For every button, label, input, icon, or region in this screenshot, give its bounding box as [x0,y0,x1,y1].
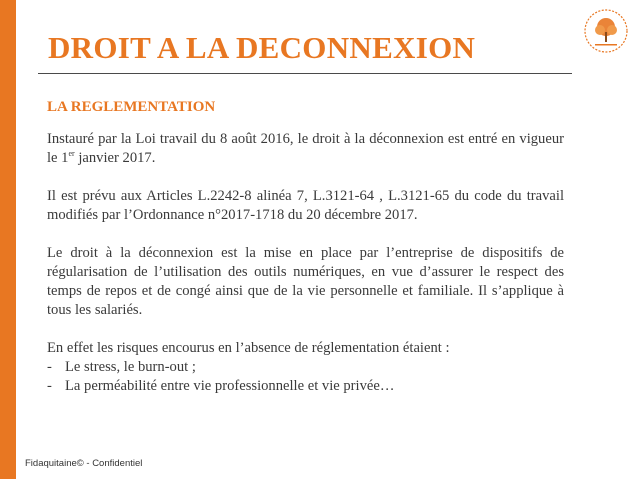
paragraph-loi-travail-start: Instauré par la Loi travail du 8 août 2016, le droit à la déconnexion est entré en vigueur le 1 [47,131,564,166]
section-heading: LA REGLEMENTATION [47,99,216,115]
ordinal-superscript: er [68,149,75,159]
list-item [47,377,564,396]
list-item-text: La perméabilité entre vie professionnelle et vie privée… [65,378,395,394]
footer-confidential: Fidaquitaine© - Confidentiel [25,458,143,469]
slide-content [47,98,564,396]
tree-logo-icon [583,8,629,54]
paragraph-definition: Le droit à la déconnexion est la mise en place par l’entreprise de dispositifs de régularisation de l’utilisation des outils numériques, en vue d’assurer le respect des temps de repos et de congé ainsi que de la vie personnelle et familiale. Il s’applique à tous les salariés. [47,245,564,318]
paragraph-risks-intro: En effet les risques encourus en l’absence de réglementation étaient : [47,340,450,356]
paragraph-articles: Il est prévu aux Articles L.2242-8 alinéa 7, L.3121-64 , L.3121-65 du code du travail modifiés par l’Ordonnance n°2017-1718 du 20 décembre 2017. [47,188,564,223]
left-accent-bar [0,0,16,479]
list-dash: - [47,378,52,394]
paragraph-loi-travail-end: janvier 2017. [74,150,156,166]
slide-title: DROIT A LA DECONNEXION [48,30,476,65]
paragraph-loi-travail [47,130,564,168]
title-divider [38,73,572,74]
list-item [47,358,564,377]
list-dash: - [47,359,52,375]
list-item-text: Le stress, le burn-out ; [65,359,196,375]
